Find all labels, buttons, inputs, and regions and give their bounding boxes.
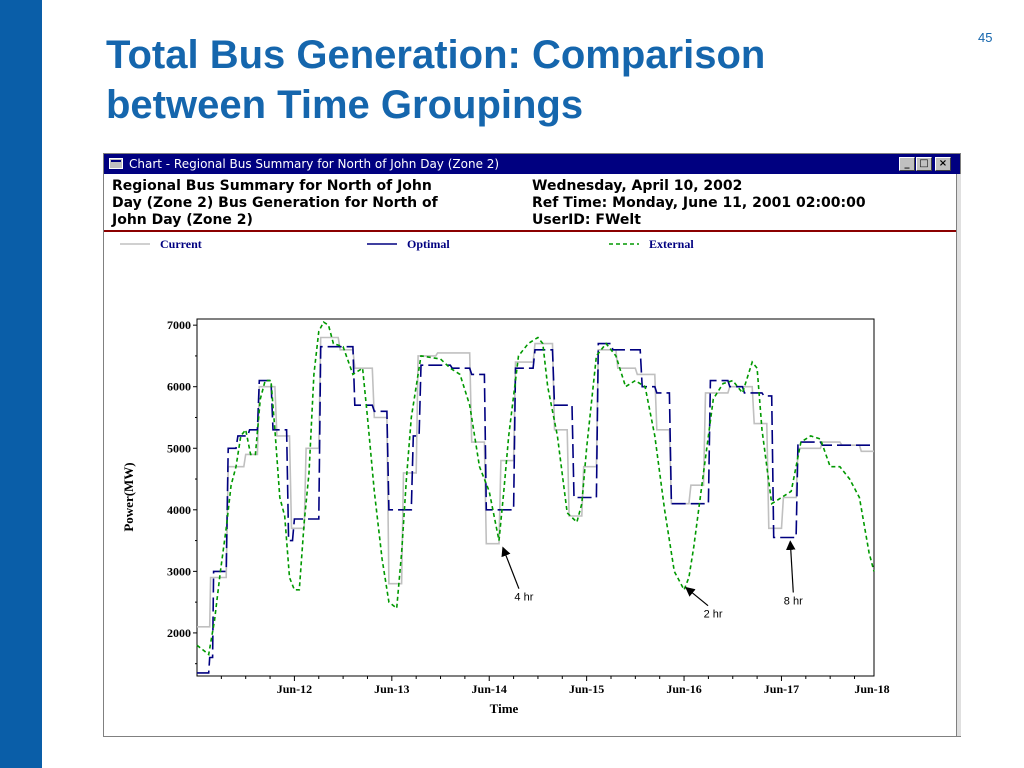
x-tick-label: Jun-15 [568, 682, 605, 696]
maximize-button[interactable]: □ [916, 157, 932, 171]
chart-window [103, 153, 961, 737]
minimize-button[interactable]: _ [899, 157, 915, 171]
y-tick-label: 5000 [167, 441, 191, 456]
window-title: Chart - Regional Bus Summary for North of John Day (Zone 2) [129, 157, 500, 171]
slide-title-line1: Total Bus Generation: Comparison [106, 33, 766, 77]
slide-accent-bar [0, 0, 42, 768]
y-tick-label: 4000 [167, 502, 191, 517]
y-tick-label: 6000 [167, 379, 191, 394]
legend-label-optimal: Optimal [407, 237, 450, 251]
x-tick-label: Jun-12 [276, 682, 313, 696]
slide-number: 45 [978, 30, 993, 45]
legend-label-current: Current [160, 237, 202, 251]
y-axis-label: Power(MW) [121, 462, 136, 532]
chart-header-ref-time: Ref Time: Monday, June 11, 2001 02:00:00 [532, 195, 866, 211]
chart-header-date: Wednesday, April 10, 2002 [532, 178, 743, 194]
window-scroll-edge[interactable] [956, 174, 961, 736]
x-tick-label: Jun-17 [763, 682, 800, 696]
chart-header-title-line1: Regional Bus Summary for North of John [112, 178, 432, 194]
slide-title [106, 30, 926, 130]
x-tick-label: Jun-16 [666, 682, 702, 696]
slide-title-line2: between Time Groupings [106, 83, 584, 127]
x-tick-label: Jun-13 [374, 682, 410, 696]
chart-header-title-line2: Day (Zone 2) Bus Generation for North of [112, 195, 438, 211]
x-axis [221, 676, 889, 696]
chart-canvas [104, 154, 956, 736]
y-tick-label: 3000 [167, 564, 191, 579]
annotation-label: 8 hr [783, 595, 803, 608]
x-axis-label: Time [489, 701, 519, 716]
annotation-label: 4 hr [514, 591, 534, 604]
legend-label-external: External [649, 237, 694, 251]
chart-header-title-line3: John Day (Zone 2) [112, 212, 253, 228]
y-axis [167, 318, 197, 664]
x-tick-label: Jun-18 [854, 682, 890, 696]
y-tick-label: 7000 [167, 318, 191, 333]
annotation-label: 2 hr [703, 608, 723, 621]
chart-header-user-id: UserID: FWelt [532, 212, 641, 228]
chart-legend [120, 237, 694, 251]
y-tick-label: 2000 [167, 625, 191, 640]
x-tick-label: Jun-14 [471, 682, 507, 696]
close-button[interactable]: × [935, 157, 951, 171]
